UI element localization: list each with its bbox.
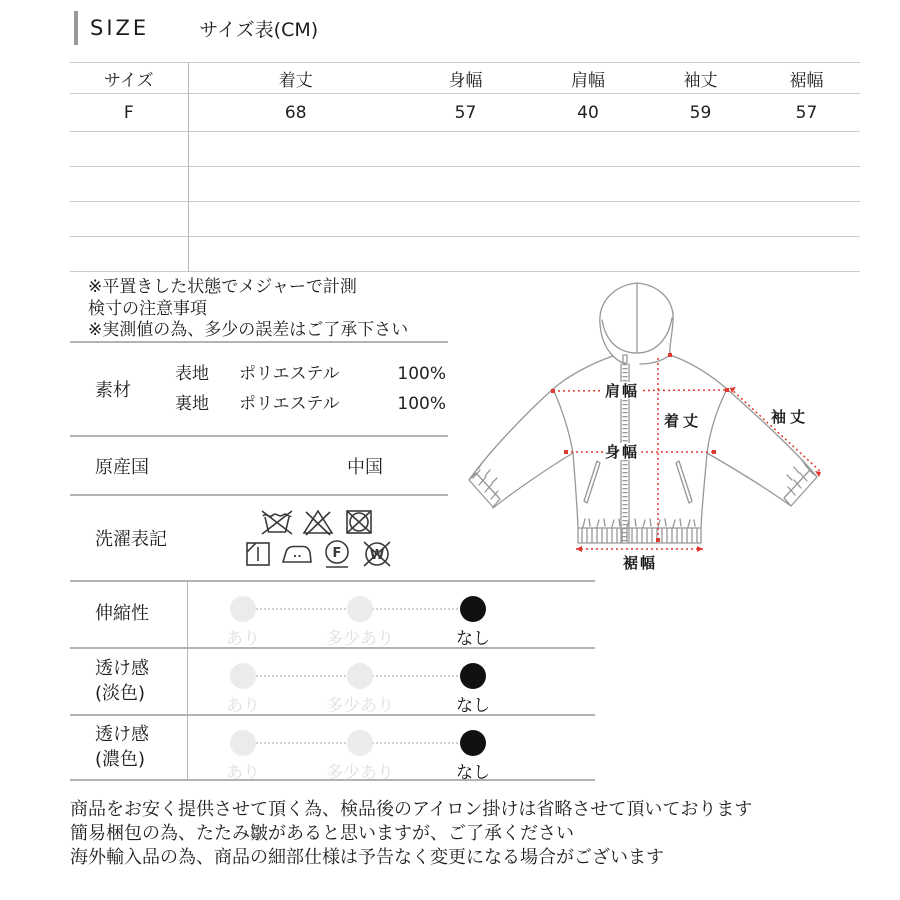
- option-dot: [230, 596, 256, 622]
- option-dot: [460, 596, 486, 622]
- option-dot: [230, 663, 256, 689]
- body-width-label: 身幅: [604, 443, 640, 461]
- table-row-empty: [70, 202, 860, 237]
- option-dot: [460, 730, 486, 756]
- material-percent: 100%: [397, 394, 446, 414]
- option-tasho-ari: 多少あり: [315, 730, 405, 783]
- footer-line-3: 海外輸入品の為、商品の細部仕様は予告なく変更になる場合がございます: [70, 847, 664, 868]
- option-nashi-selected: なし: [428, 730, 518, 783]
- size-table: [70, 62, 860, 272]
- table-row-empty: [70, 237, 860, 272]
- cell-hem: 57: [795, 102, 818, 123]
- origin-section: [70, 435, 448, 494]
- sheerness-light-row: [70, 647, 595, 714]
- col-body-width: 身幅: [448, 70, 483, 91]
- option-dot: [460, 663, 486, 689]
- care-icons: [188, 507, 448, 569]
- note-line-3: ※実測値の為、多少の誤差はご了承下さい: [88, 320, 409, 340]
- no-bleach-icon: [301, 507, 335, 537]
- col-length: 着丈: [278, 70, 313, 91]
- sheerness-dark-row: [70, 714, 595, 781]
- material-percent: 100%: [397, 364, 446, 384]
- material-row-lining: [175, 389, 446, 419]
- material-label: 素材: [95, 380, 131, 401]
- material-section: [70, 341, 448, 435]
- material-rows: [175, 359, 446, 419]
- option-dot: [347, 730, 373, 756]
- iron-low-heat-icon: [280, 539, 314, 569]
- option-ari: あり: [198, 663, 288, 716]
- option-tasho-ari: 多少あり: [315, 663, 405, 716]
- cell-length: 68: [284, 102, 307, 123]
- stretch-label: 伸縮性: [70, 582, 188, 647]
- hem-width-label: 裾幅: [622, 554, 658, 572]
- wet-clean-glyph: W: [369, 548, 384, 563]
- header-accent-bar: [74, 11, 78, 45]
- sheerness-light-label: 透け感 (淡色): [70, 649, 188, 714]
- sleeve-length-label: 袖丈: [770, 408, 810, 426]
- origin-label: 原産国: [95, 456, 149, 478]
- product-info-sections: [70, 341, 448, 580]
- origin-value: 中国: [347, 456, 383, 478]
- footer-notes: [70, 798, 752, 870]
- care-label: 洗濯表記: [95, 529, 167, 550]
- footer-line-2: 簡易梱包の為、たたみ皺があると思いますが、ご了承ください: [70, 823, 574, 844]
- dry-clean-glyph: F: [332, 546, 341, 561]
- note-line-1: ※平置きした状態でメジャーで計測: [88, 277, 357, 297]
- table-row-empty: [70, 167, 860, 202]
- shoulder-width-label: 肩幅: [604, 382, 640, 400]
- size-section-header: [74, 11, 318, 45]
- material-fabric: ポリエステル: [239, 364, 340, 384]
- col-size: サイズ: [70, 63, 188, 94]
- col-shoulder: 肩幅: [571, 70, 605, 91]
- option-dot: [230, 730, 256, 756]
- option-dot: [347, 663, 373, 689]
- cell-shoulder: 40: [577, 102, 599, 123]
- col-hem: 裾幅: [789, 70, 824, 91]
- no-wet-clean-icon: [360, 539, 394, 569]
- sleeve-length-line: [730, 388, 821, 472]
- cell-size: F: [70, 94, 188, 132]
- material-row-outer: [175, 359, 446, 389]
- table-row: [70, 94, 860, 132]
- property-scales: [70, 580, 595, 781]
- material-part: 表地: [175, 364, 209, 384]
- no-tumble-dry-icon: [342, 507, 376, 537]
- col-sleeve: 袖丈: [683, 70, 718, 91]
- footer-line-1: 商品をお安く提供させて頂く為、検品後のアイロン掛けは省略させて頂いております: [70, 799, 753, 820]
- option-tasho-ari: 多少あり: [315, 596, 405, 649]
- option-nashi-selected: なし: [428, 596, 518, 649]
- line-dry-in-shade-icon: [243, 539, 273, 569]
- care-section: [70, 494, 448, 580]
- length-label: 着丈: [663, 412, 703, 430]
- measurement-notes: [88, 277, 408, 342]
- table-row-empty: [70, 132, 860, 167]
- cell-body-width: 57: [454, 102, 477, 123]
- option-ari: あり: [198, 596, 288, 649]
- option-nashi-selected: なし: [428, 663, 518, 716]
- size-heading: SIZE: [90, 16, 150, 40]
- note-line-2: 検寸の注意事項: [88, 298, 207, 319]
- cell-sleeve: 59: [689, 102, 712, 123]
- no-wash-icon: [260, 507, 294, 537]
- option-ari: あり: [198, 730, 288, 783]
- size-table-container: [70, 62, 860, 272]
- size-chart-subtitle: サイズ表(CM): [199, 18, 319, 41]
- option-dot: [347, 596, 373, 622]
- material-part: 裏地: [175, 394, 209, 414]
- material-fabric: ポリエステル: [239, 394, 340, 414]
- dry-clean-petroleum-gentle-icon: [321, 539, 353, 569]
- size-table-header-row: [70, 63, 860, 94]
- jacket-diagram: [440, 268, 860, 593]
- sheerness-dark-label: 透け感 (濃色): [70, 716, 188, 779]
